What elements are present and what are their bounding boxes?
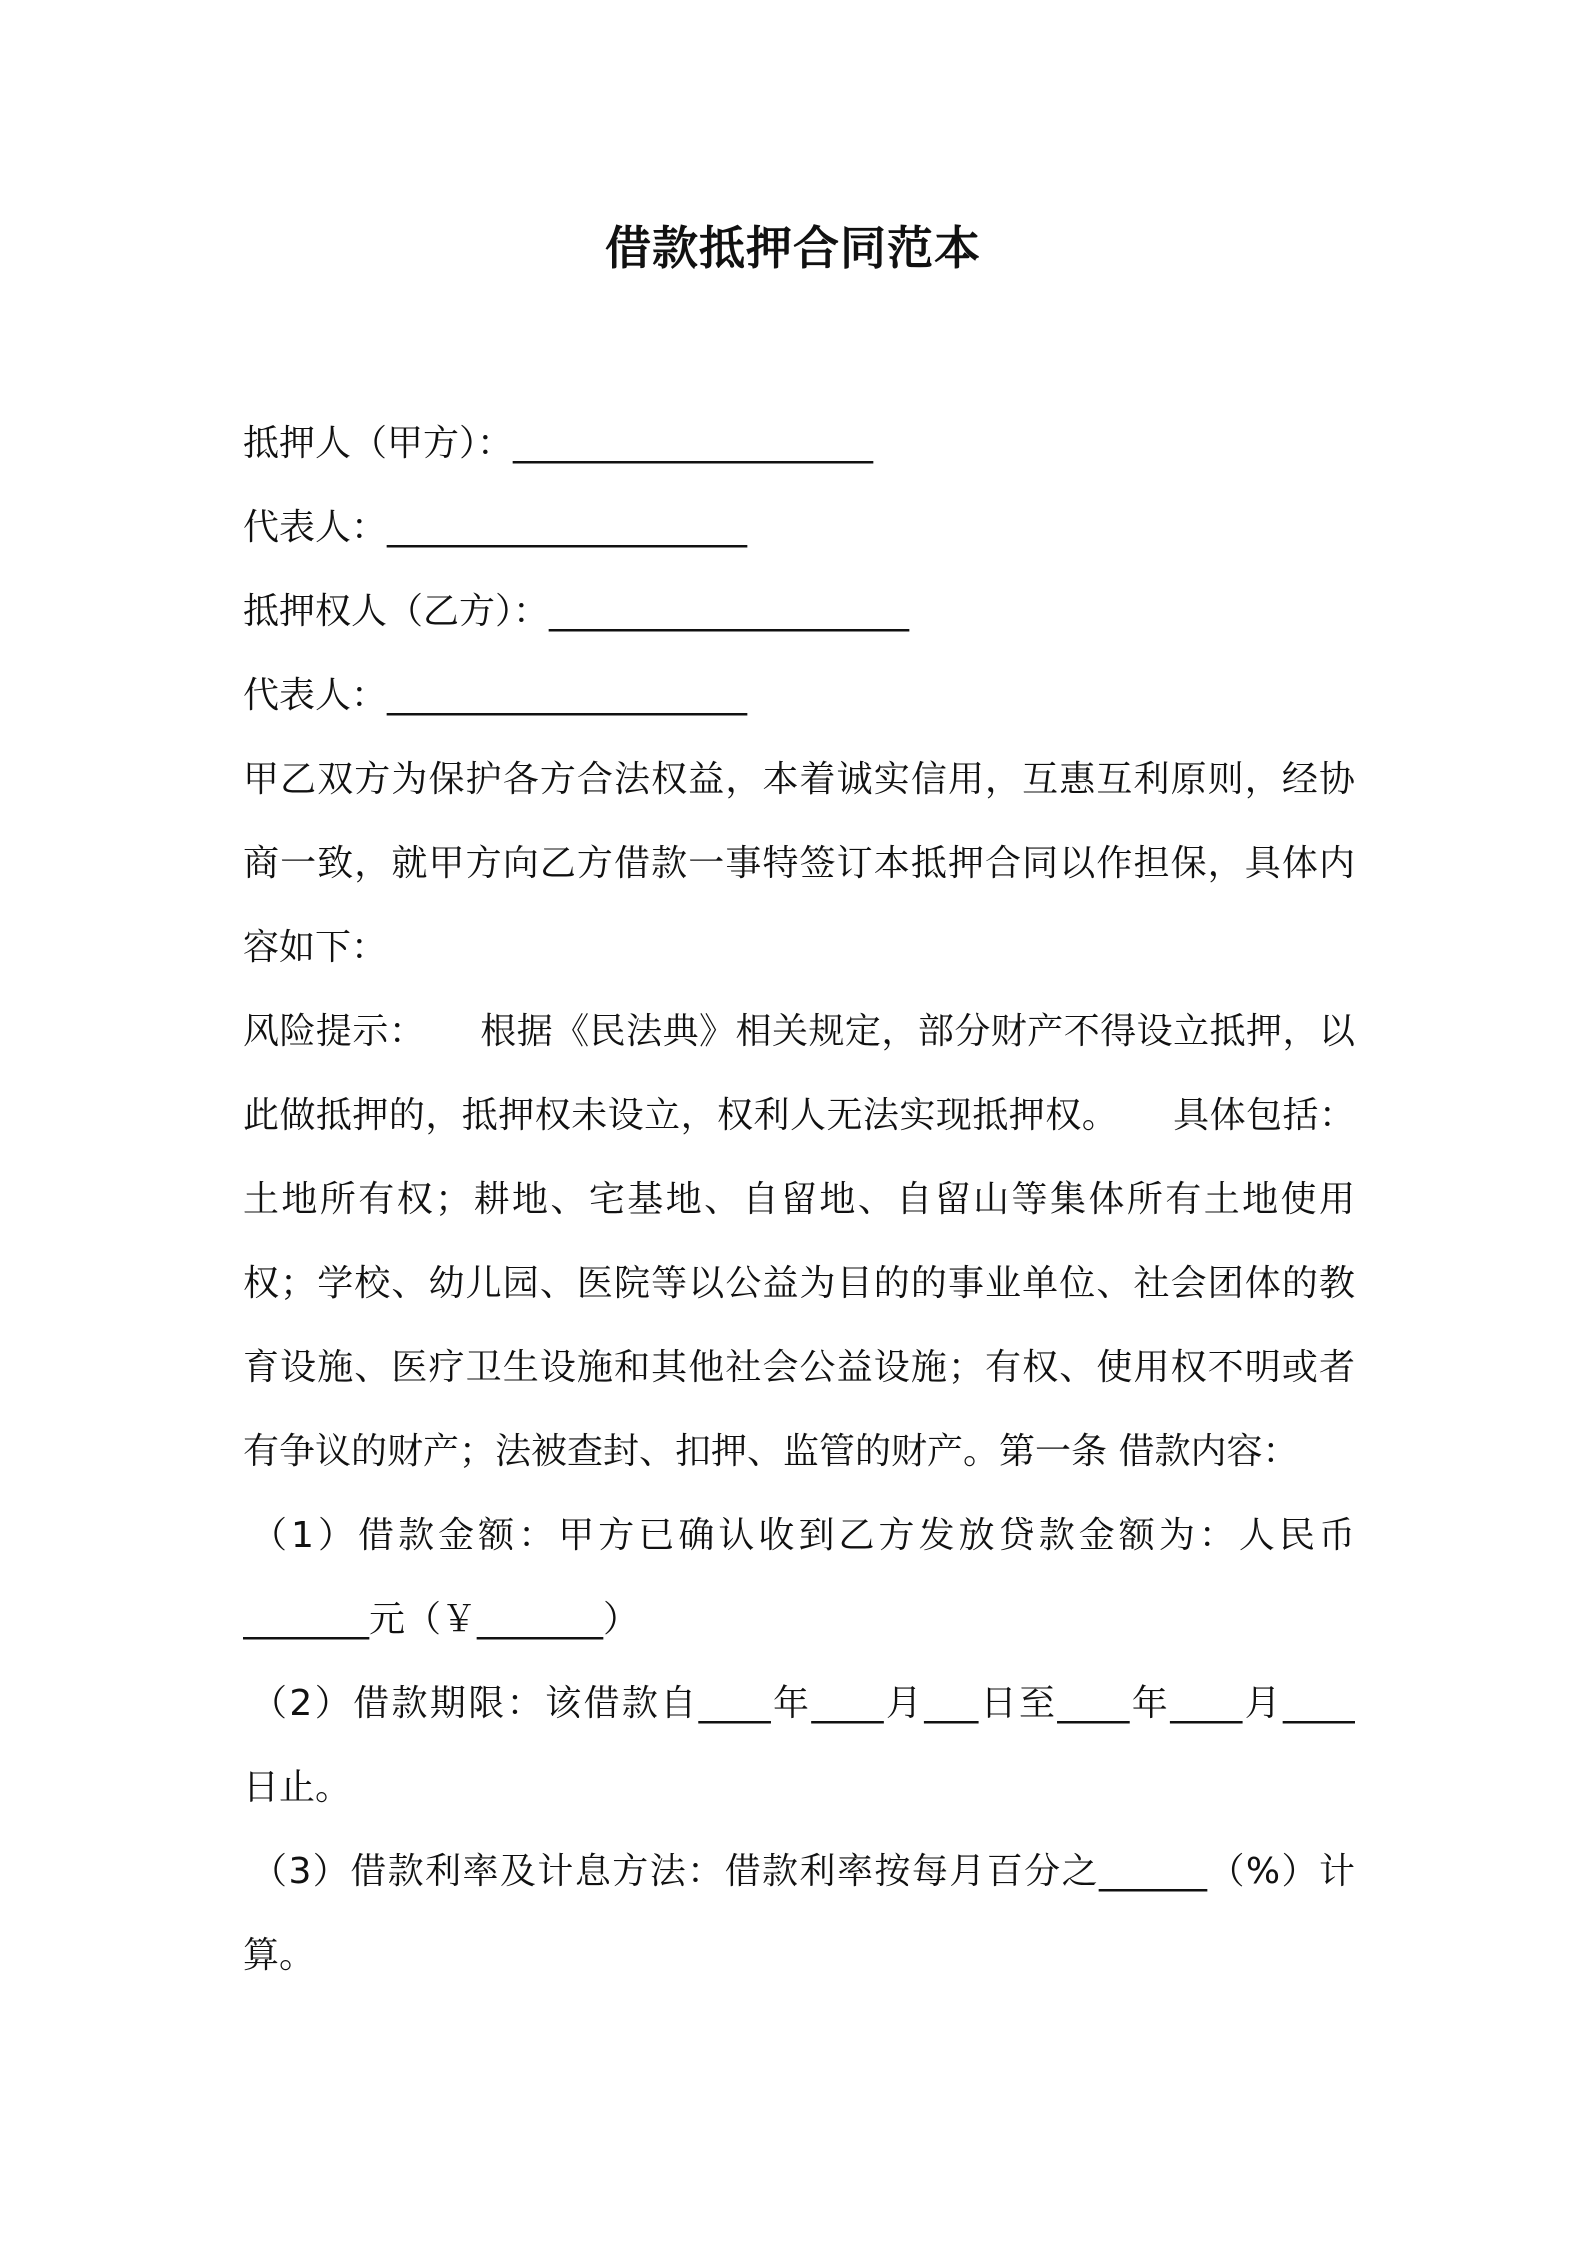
mortgagee-representative-field: 代表人：____________________ xyxy=(243,675,748,716)
mortgagor-representative-field: 代表人：____________________ xyxy=(243,507,748,548)
mortgagee-field: 抵押权人（乙方）：____________________ xyxy=(243,591,910,632)
risk-notice-paragraph: 风险提示： 根据《民法典》相关规定，部分财产不得设立抵押，以此做抵押的，抵押权未设立，权利人无法实现抵押权。 具体包括：土地所有权；耕地、宅基地、自留地、自留山等集体所有土地使用权；学校、幼儿园、医院等以公益为目的的事业单位、社会团体的教育设施、医疗卫生设施和其他社会公益设施；有权、使用权不明或者有争议的财产；法被查封、扣押、监管的财产。第一条 借款内容： xyxy=(243,1011,1355,1472)
loan-amount-blank: _______元（￥_______） xyxy=(243,1599,640,1640)
mortgagor-field: 抵押人（甲方）：____________________ xyxy=(243,423,874,464)
loan-term-end: 日止。 xyxy=(243,1767,352,1808)
document-body xyxy=(243,402,1355,1998)
loan-amount-clause: （1）借款金额：甲方已确认收到乙方发放贷款金额为：人民币 xyxy=(251,1515,1355,1556)
interest-rate-clause: （3）借款利率及计息方法：借款利率按每月百分之______（%）计 xyxy=(251,1851,1355,1892)
interest-rate-end: 算。 xyxy=(243,1935,316,1976)
document-title: 借款抵押合同范本 xyxy=(605,221,981,275)
loan-term-clause: （2）借款期限：该借款自____年____月___日至____年____月____ xyxy=(251,1683,1355,1724)
intro-paragraph: 甲乙双方为保护各方合法权益，本着诚实信用，互惠互利原则，经协商一致，就甲方向乙方借款一事特签订本抵押合同以作担保，具体内容如下： xyxy=(243,759,1355,968)
